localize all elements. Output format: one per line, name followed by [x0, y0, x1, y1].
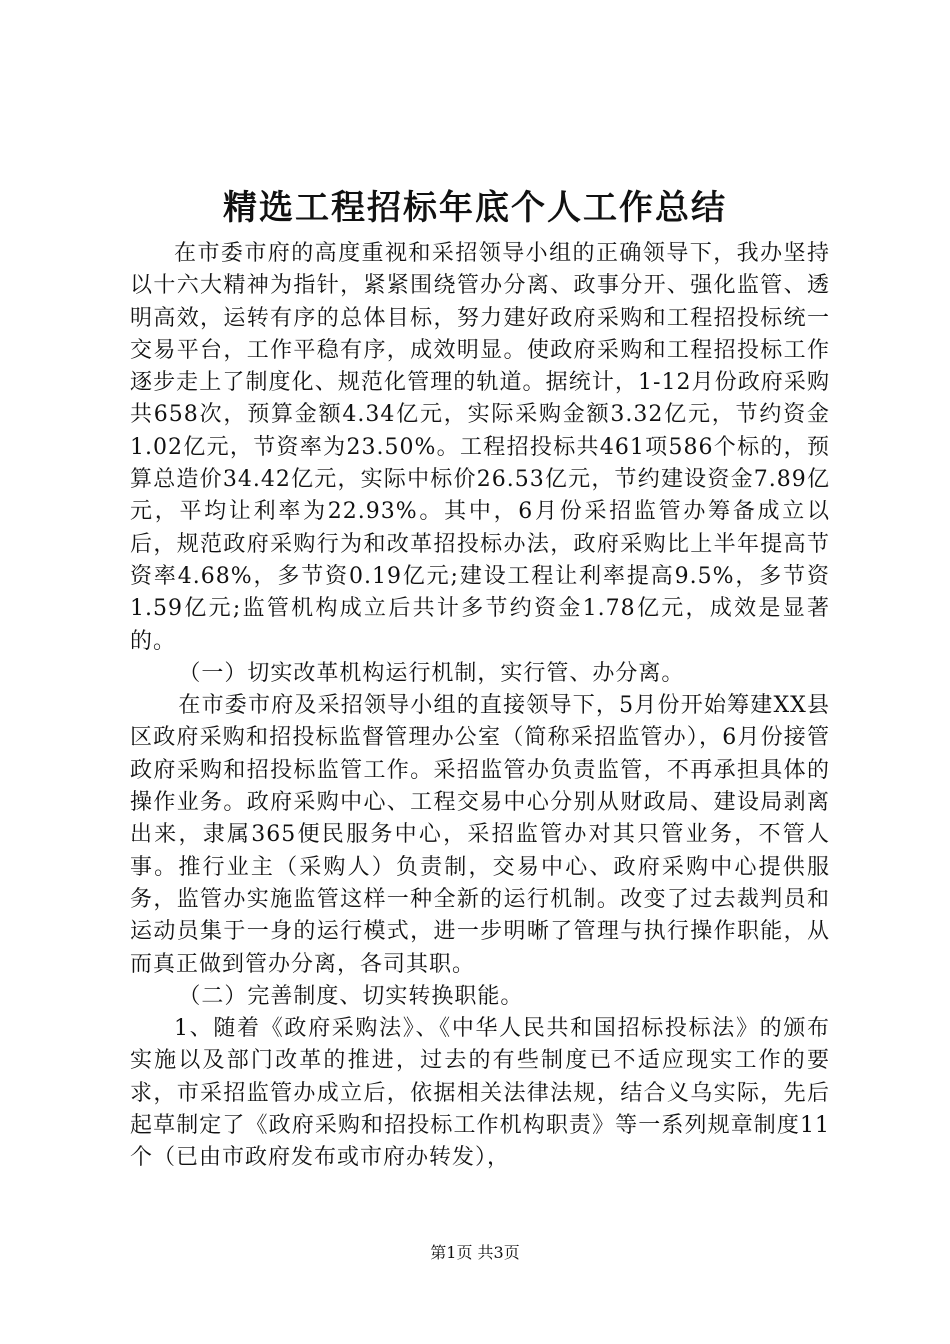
section-heading-1: （一）切实改革机构运行机制，实行管、办分离。 — [178, 660, 685, 686]
section-heading-2: （二）完善制度、切实转换职能。 — [178, 983, 524, 1009]
page-number: 第1页 共3页 — [430, 1243, 520, 1262]
paragraph-mechanism: 在市委市府及采招领导小组的直接领导下，5月份开始筹建XX县区政府采购和招投标监督管理办公室（简称采招监管办），6月份接管政府采购和招投标监管工作。采招监管办负责监管，不再承担具体的操作业务。政府采购中心、工程交易中心分别从财政局、建设局剥离出来，隶属365便民服务中心，采招监管办对其只管业务，不管人事。推行业主（采购人）负责制，交易中心、政府采购中心提供服务，监管办实施监管这样一种全新的运行机制。改变了过去裁判员和运动员集于一身的运行模式，进一步明晰了管理与执行操作职能，从而真正做到管办分离，各司其职。 — [130, 693, 830, 977]
document-title: 精选工程招标年底个人工作总结 — [223, 188, 727, 228]
paragraph-regulations: 1、随着《政府采购法》、《中华人民共和国招标投标法》的颁布实施以及部门改革的推进，过去的有些制度已不适应现实工作的要求，市采招监管办成立后，依据相关法律法规，结合义乌实际，先后起草制定了《政府采购和招投标工作机构职责》等一系列规章制度11个（已由市政府发布或市府办转发）， — [130, 1016, 830, 1171]
document-body — [130, 238, 830, 1175]
paragraph-summary: 在市委市府的高度重视和采招领导小组的正确领导下，我办坚持以十六大精神为指针，紧紧围绕管办分离、政事分开、强化监管、透明高效，运转有序的总体目标，努力建好政府采购和工程招投标统一交易平台，工作平稳有序，成效明显。使政府采购和工程招投标工作逐步走上了制度化、规范化管理的轨道。据统计，1-12月份政府采购共658次，预算金额4.34亿元，实际采购金额3.32亿元，节约资金1.02亿元，节资率为23.50%。工程招投标共461项586个标的，预算总造价34.42亿元，实际中标价26.53亿元，节约建设资金7.89亿元，平均让利率为22.93%。其中，6月份采招监管办筹备成立以后，规范政府采购行为和改革招投标办法，政府采购比上半年提高节资率4.68%，多节资0.19亿元;建设工程让利率提高9.5%，多节资1.59亿元;监管机构成立后共计多节约资金1.78亿元，成效是显著的。 — [130, 241, 830, 654]
